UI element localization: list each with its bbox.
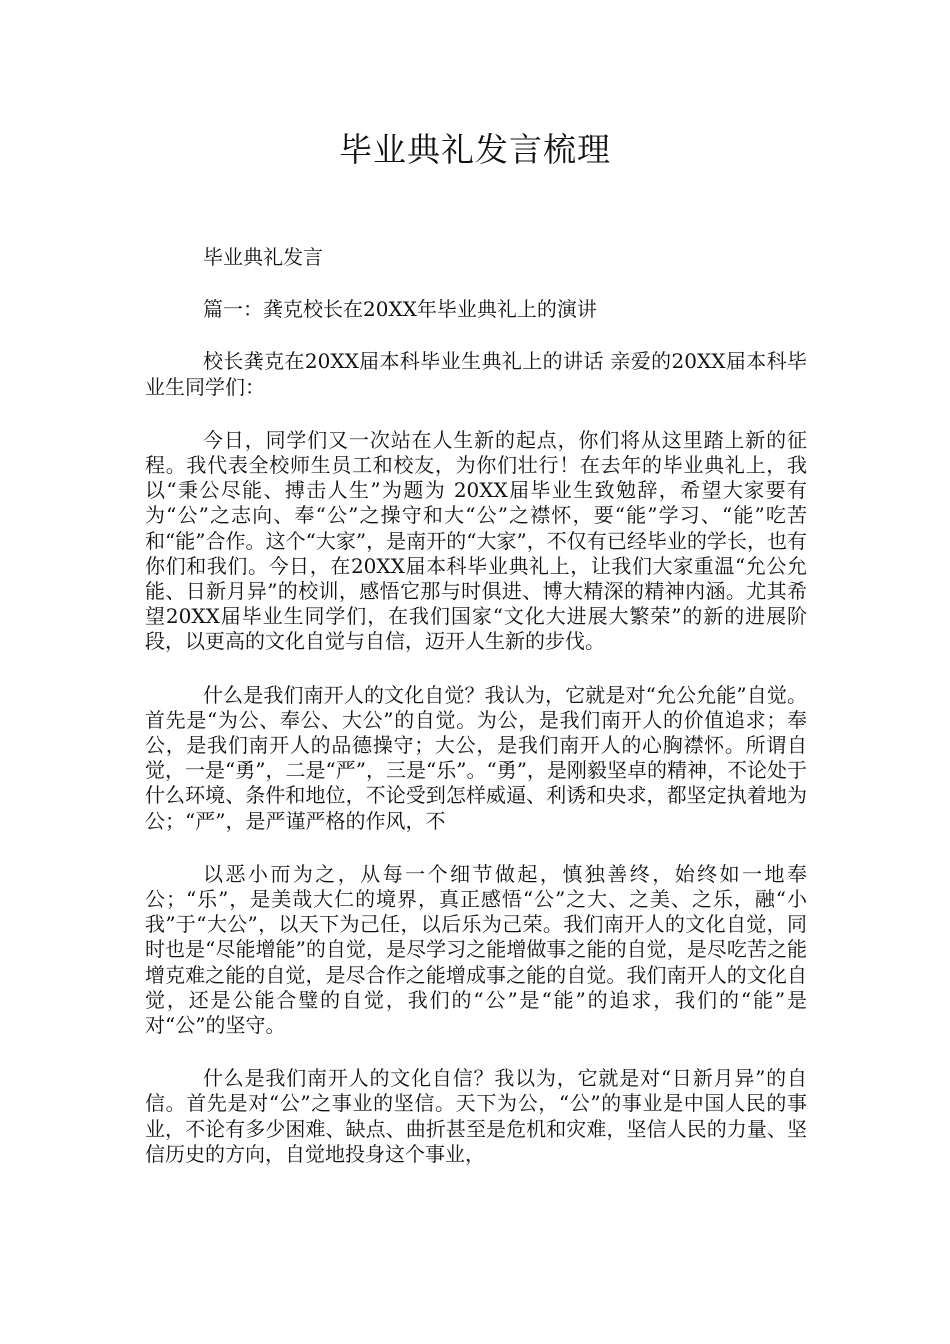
document-title: 毕业典礼发言梳理 <box>339 130 611 169</box>
body-paragraph: 以恶小而为之，从每一个细节做起，慎独善终，始终如一地奉公；“乐”，是美哉大仁的境界，真正感悟“公”之大、之美、之乐，融“小我”于“大公”，以天下为己任，以后乐为己荣。我们南开人的文化自觉，同时也是“尽能增能”的自觉，是尽学习之能增做事之能的自觉，是尽吃苦之能增克难之能的自觉，是尽合作之能增成事之能的自觉。我们南开人的文化自觉，还是公能合璧的自觉，我们的“公”是“能”的追求，我们的“能”是对“公”的坚守。 <box>145 861 807 1038</box>
section-heading: 毕业典礼发言 <box>203 245 323 269</box>
body-paragraph: 什么是我们南开人的文化自觉？我认为，它就是对“允公允能”自觉。首先是“为公、奉公、大公”的自觉。为公，是我们南开人的价值追求；奉公，是我们南开人的品德操守；大公，是我们南开人的心胸襟怀。所谓自觉，一是“勇”，二是“严”，三是“乐”。“勇”，是刚毅坚卓的精神，不论处于什么环境、条件和地位，不论受到怎样威逼、利诱和央求，都坚定执着地为公；“严”，是严谨严格的作风，不 <box>145 682 807 833</box>
body-paragraph: 什么是我们南开人的文化自信？我以为，它就是对“日新月异”的自信。首先是对“公”之事业的坚信。天下为公，“公”的事业是中国人民的事业，不论有多少困难、缺点、曲折甚至是危机和灾难，坚信人民的力量、坚信历史的方向，自觉地投身这个事业， <box>145 1066 807 1166</box>
article-heading: 篇一：龚克校长在20XX年毕业典礼上的演讲 <box>203 297 597 322</box>
speech-intro-paragraph: 校长龚克在20XX届本科毕业生典礼上的讲话 亲爱的20XX届本科毕业生同学们： <box>145 349 807 399</box>
document-body <box>145 245 807 1195</box>
body-paragraph: 今日，同学们又一次站在人生新的起点，你们将从这里踏上新的征程。我代表全校师生员工和校友，为你们壮行！在去年的毕业典礼上，我以“秉公尽能、搏击人生”为题为 20XX届毕业生致勉辞，希望大家要有为“公”之志向、奉“公”之操守和大“公”之襟怀，要“能”学习、“能”吃苦和“能”合作。这个“大家”，是南开的“大家”，不仅有已经毕业的学长，也有你们和我们。今日，在20XX届本科毕业典礼上，让我们大家重温“允公允能、日新月异”的校训，感悟它那与时俱进、博大精深的精神内涵。尤其希望20XX届毕业生同学们，在我们国家“文化大进展大繁荣”的新的进展阶段，以更高的文化自觉与自信，迈开人生新的步伐。 <box>145 427 807 654</box>
